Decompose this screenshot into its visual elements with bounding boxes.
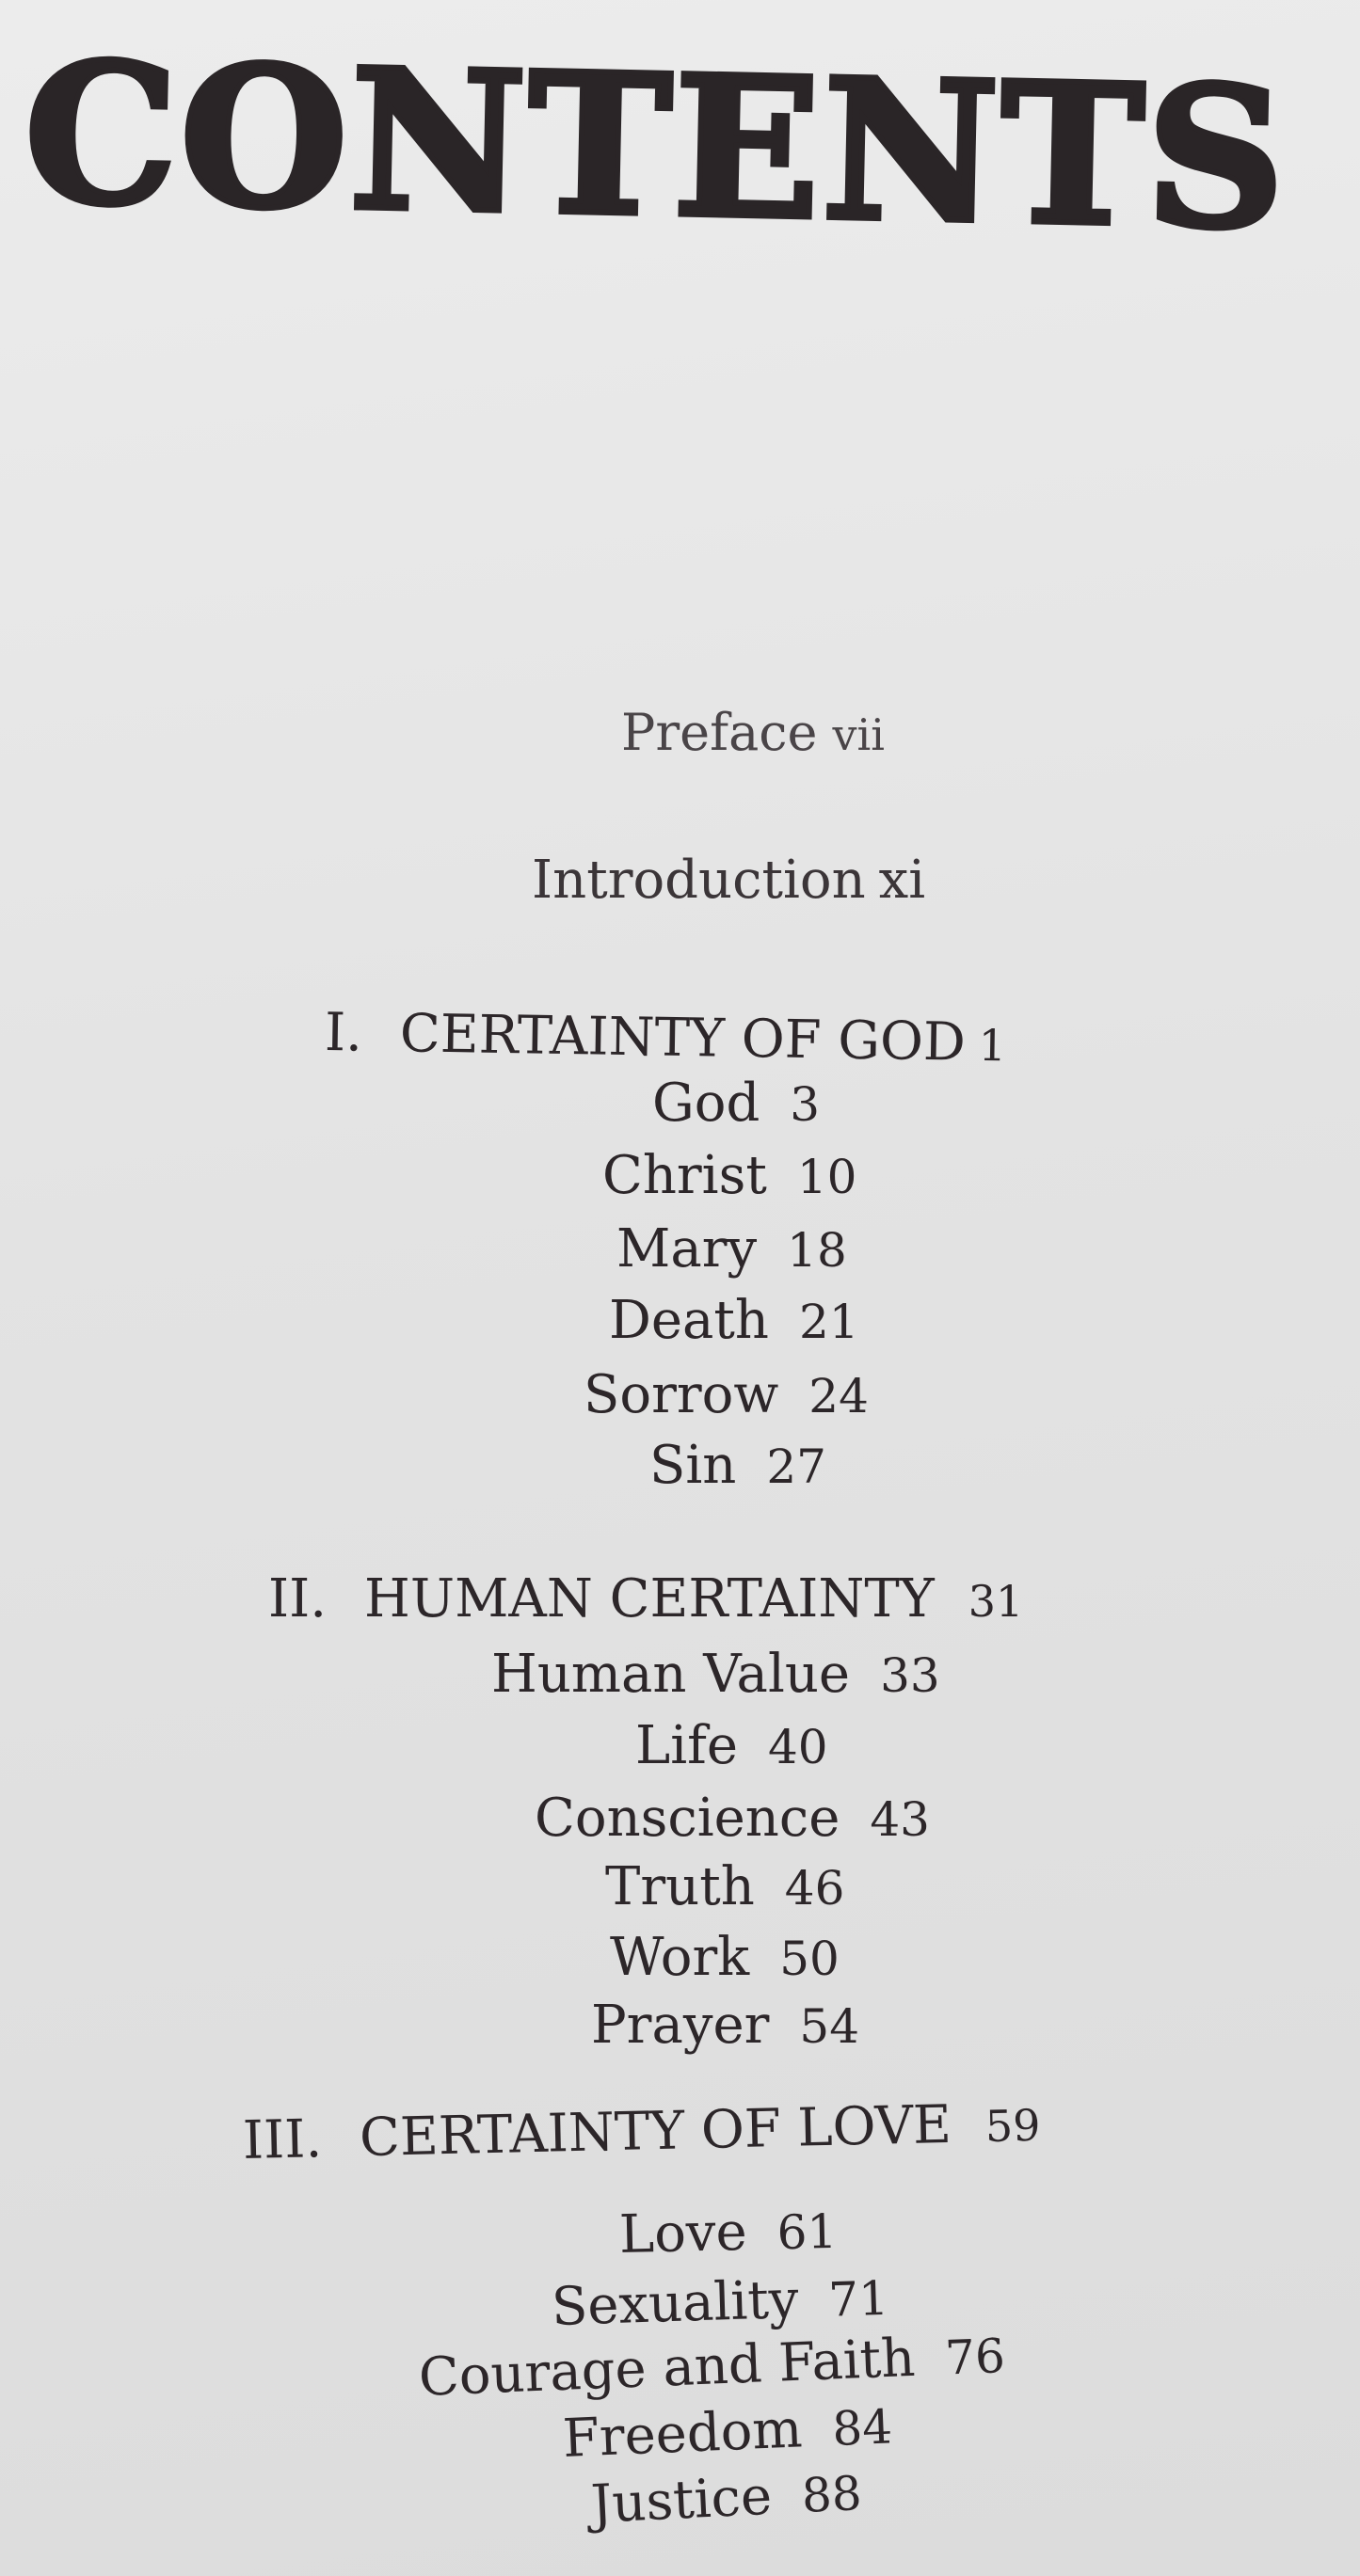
chapter-page: 40 [767,1720,828,1774]
toc-chapter-entry [417,2327,1006,2409]
toc-chapter-entry [618,2201,838,2266]
toc-entry-label: Introduction [532,850,866,911]
toc-chapter-entry [635,1715,828,1776]
toc-chapter-entry [602,1145,857,1206]
chapter-label: Courage and Faith [417,2327,917,2409]
toc-part-heading [324,1002,1007,1073]
part-numeral: III. [242,2108,323,2171]
chapter-label: Sin [649,1435,737,1496]
chapter-label: Human Value [491,1644,851,1705]
chapter-label: Sexuality [550,2268,800,2338]
chapter-label: Conscience [535,1788,840,1849]
chapter-label: Justice [589,2465,774,2536]
chapter-label: Life [635,1715,738,1776]
toc-chapter-entry [610,1927,840,1988]
part-title: CERTAINTY OF LOVE [359,2093,952,2170]
page-title: CONTENTS [22,21,1289,274]
toc-entry-preface [621,703,885,762]
chapter-page: 24 [808,1369,869,1423]
toc-entry-label: Preface [621,703,818,762]
part-title: CERTAINTY OF GOD [399,1003,967,1073]
toc-entry-introduction [532,850,926,911]
chapter-page: 10 [796,1150,857,1204]
toc-chapter-entry [649,1435,826,1496]
chapter-label: God [652,1073,760,1134]
chapter-page: 21 [799,1295,859,1349]
toc-chapter-entry [605,1856,845,1917]
chapter-page: 46 [784,1861,845,1916]
chapter-page: 33 [880,1648,940,1703]
toc-chapter-entry [616,1218,847,1280]
chapter-page: 54 [799,1999,860,2054]
chapter-page: 76 [944,2329,1006,2386]
chapter-label: Work [610,1927,750,1988]
toc-part-heading [242,2093,1042,2171]
chapter-page: 27 [766,1439,826,1494]
part-title: HUMAN CERTAINTY [364,1568,935,1630]
chapter-label: Truth [605,1856,755,1917]
chapter-label: Sorrow [584,1364,779,1425]
part-numeral: I. [324,1002,363,1064]
chapter-label: Prayer [591,1995,770,2056]
part-page: 1 [978,1019,1007,1072]
chapter-label: Christ [602,1145,767,1206]
toc-chapter-entry [491,1644,940,1705]
toc-chapter-entry [584,1364,869,1425]
chapter-page: 18 [787,1223,847,1278]
toc-part-heading [268,1568,1024,1630]
chapter-label: Love [618,2201,748,2266]
chapter-page: 50 [779,1932,840,1986]
part-page: 31 [968,1576,1024,1627]
toc-chapter-entry [591,1995,860,2056]
chapter-page: 3 [790,1077,821,1132]
chapter-page: 43 [870,1792,930,1847]
toc-chapter-entry [609,1290,859,1351]
chapter-page: 84 [831,2399,894,2457]
toc-entry-page: xi [878,850,926,911]
toc-chapter-entry [652,1073,821,1134]
part-page: 59 [984,2099,1042,2153]
toc-chapter-entry [550,2268,889,2338]
toc-chapter-entry [589,2465,863,2536]
toc-chapter-entry [535,1788,930,1849]
chapter-page: 61 [776,2203,838,2261]
chapter-page: 71 [827,2270,889,2328]
toc-chapter-entry [561,2398,894,2470]
toc-entry-page: vii [832,709,885,760]
part-numeral: II. [268,1568,328,1630]
chapter-label: Freedom [561,2398,804,2470]
chapter-label: Death [609,1290,769,1351]
chapter-page: 88 [800,2465,863,2524]
chapter-label: Mary [616,1218,758,1280]
